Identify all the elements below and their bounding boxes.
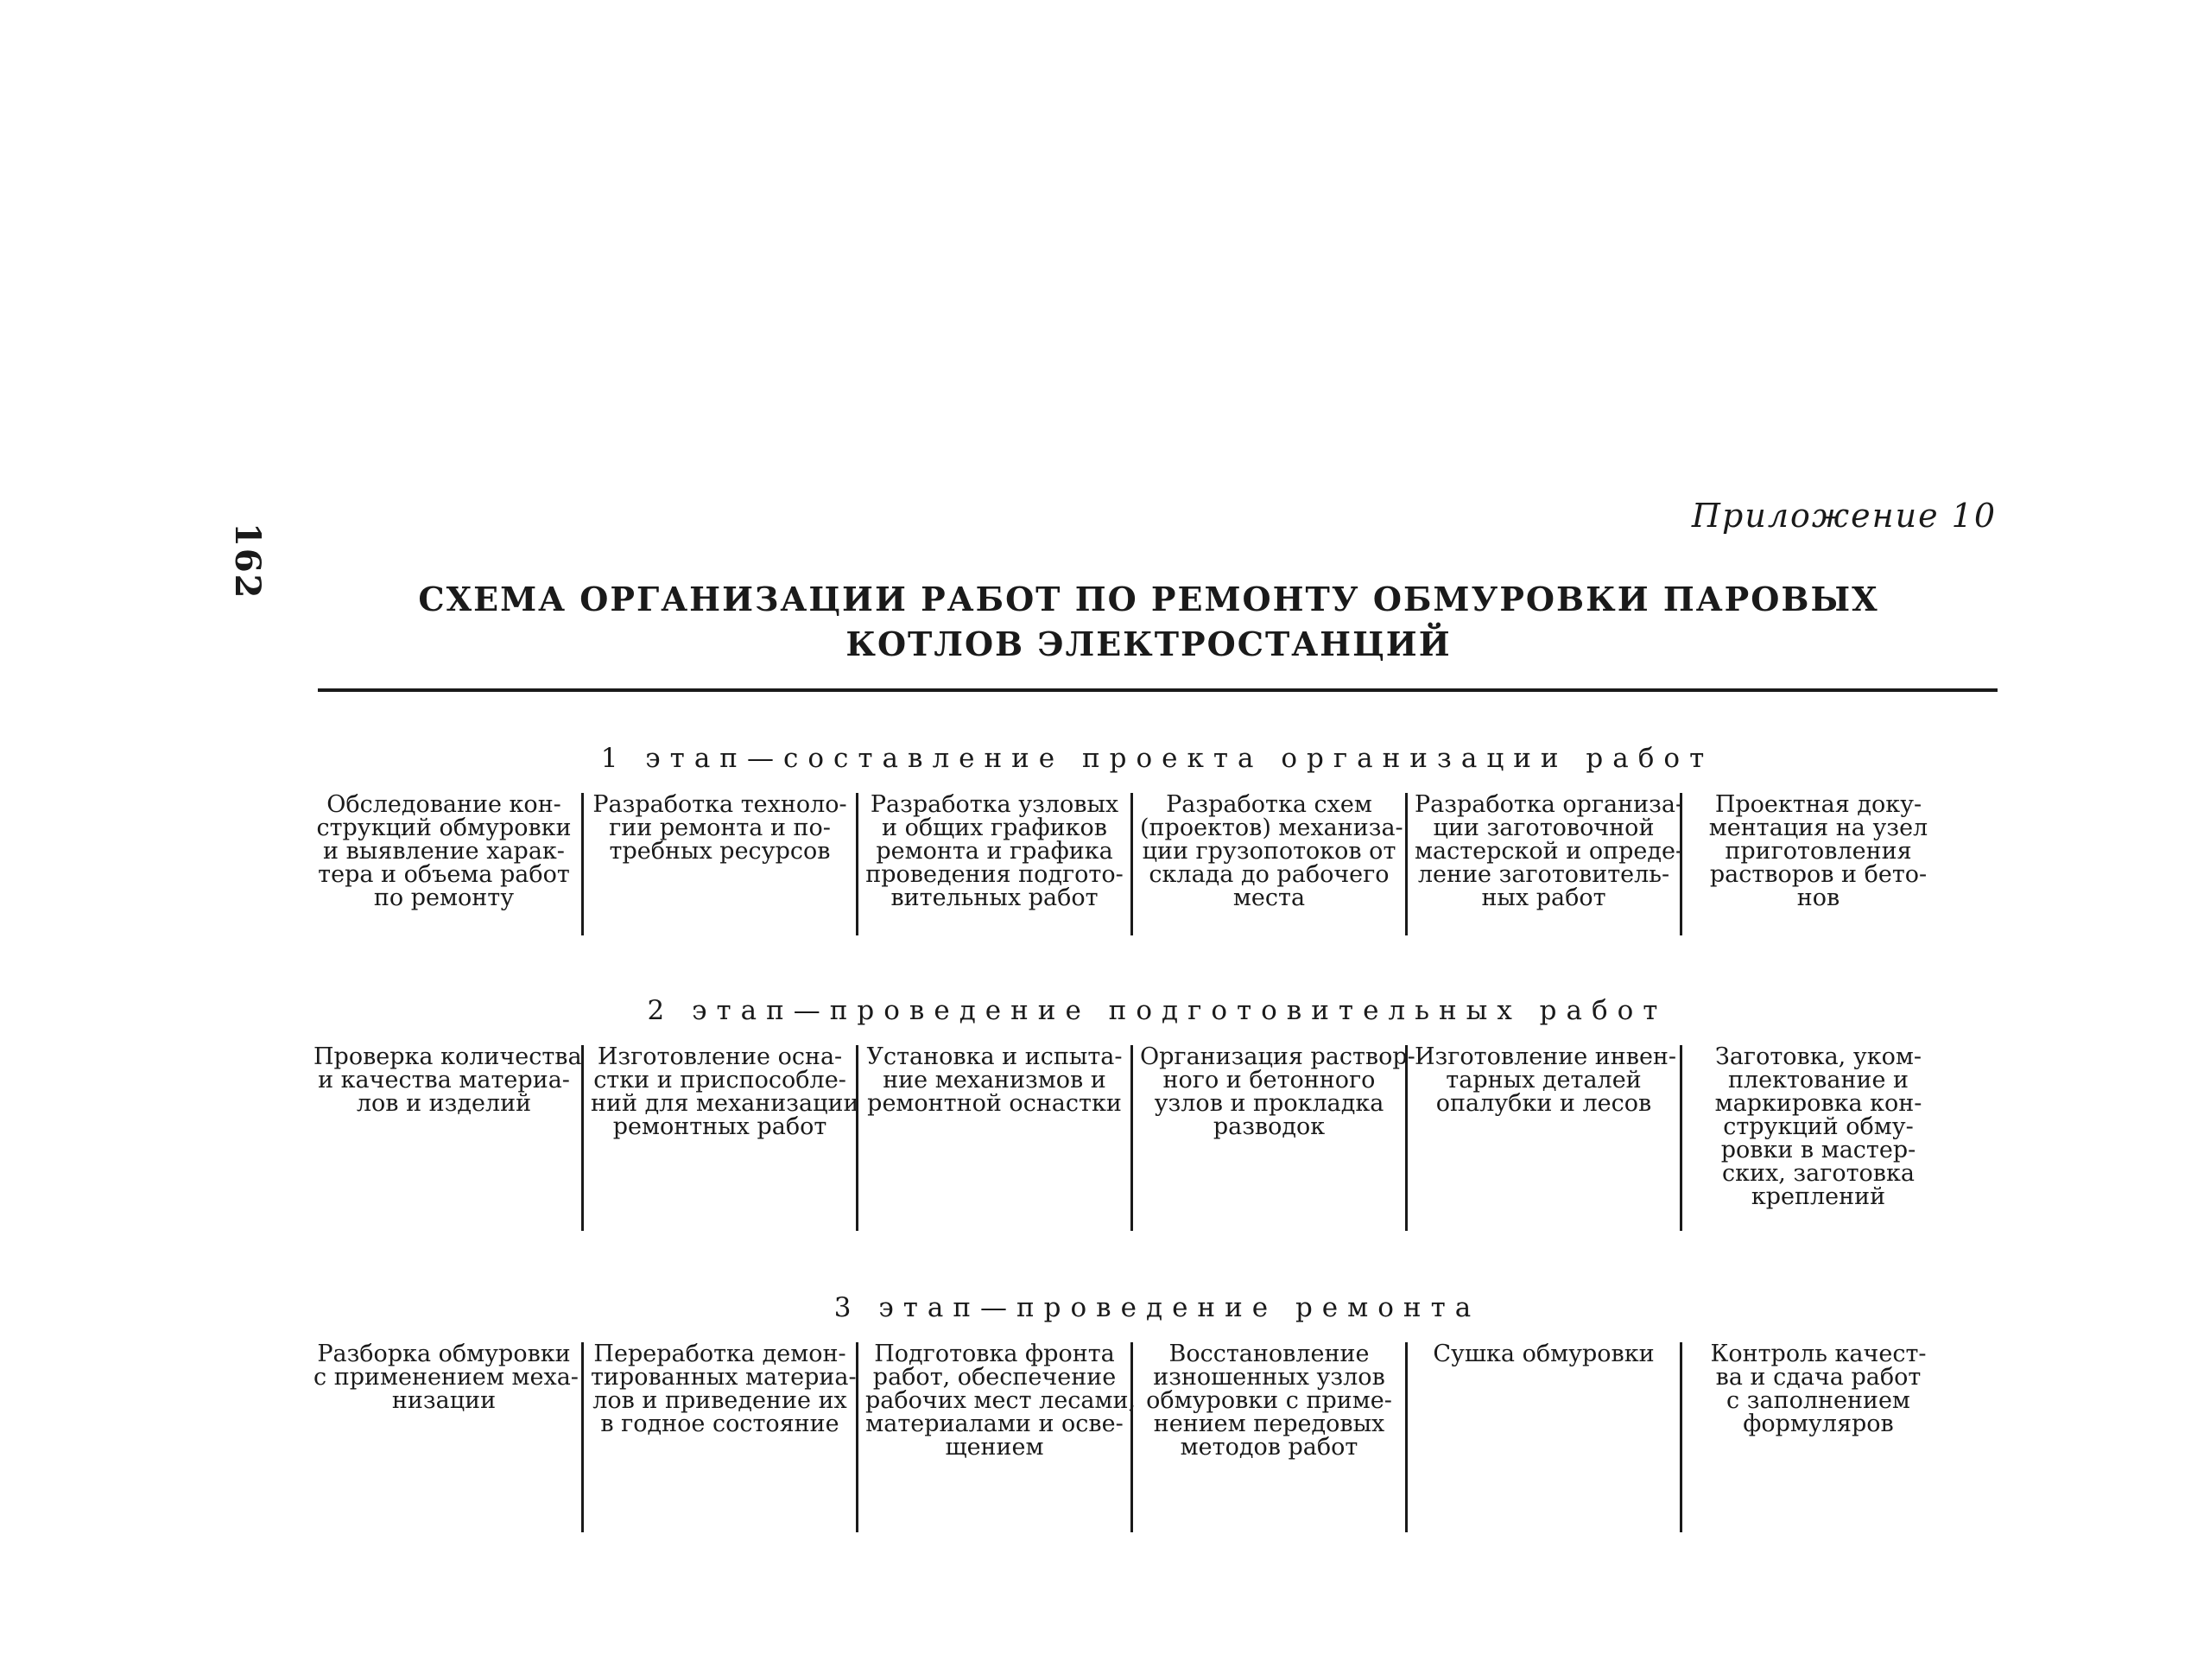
item-line: низации: [391, 1387, 497, 1414]
item-line: изношенных узлов: [1153, 1364, 1385, 1391]
item-line: тарных деталей: [1446, 1067, 1642, 1094]
item-line: Изготовление инвен-: [1415, 1043, 1677, 1070]
item-line: опалубки и лесов: [1435, 1090, 1652, 1117]
item-line: места: [1232, 884, 1306, 911]
item-line: ции заготовочной: [1433, 815, 1655, 841]
stage-item: [1405, 791, 1684, 935]
stage-item: [856, 1045, 1130, 1231]
title-line-1: СХЕМА ОРГАНИЗАЦИИ РАБОТ ПО РЕМОНТУ ОБМУРОВКИ ПАРОВЫХ: [418, 580, 1879, 618]
item-line: приготовления: [1725, 838, 1912, 865]
item-line: растворов и бето-: [1709, 861, 1928, 888]
item-line: Контроль качест-: [1710, 1341, 1927, 1367]
item-line: щением: [945, 1434, 1044, 1461]
item-line: и выявление харак-: [323, 838, 565, 865]
stage-3: [307, 1290, 2008, 1532]
stage-row: [307, 1342, 2008, 1532]
stage-item: [307, 793, 581, 935]
item-line: ного и бетонного: [1162, 1067, 1376, 1094]
stage-item: [1405, 1045, 1680, 1231]
stage-item: [1405, 1342, 1680, 1532]
item-line: ментация на узел: [1708, 815, 1928, 841]
item-line: струкций обму-: [1723, 1113, 1914, 1140]
page-number: 162: [227, 523, 268, 600]
stage-item: [856, 1341, 1137, 1532]
item-line: нов: [1796, 884, 1840, 911]
item-line: Восстановление: [1168, 1341, 1370, 1367]
item-line: креплений: [1751, 1183, 1886, 1210]
item-line: ний для механизации: [591, 1090, 859, 1117]
item-line: Разработка схем: [1166, 791, 1372, 818]
item-line: Организация раствор-: [1140, 1043, 1415, 1070]
item-line: ремонтных работ: [612, 1113, 827, 1140]
item-line: вительных работ: [890, 884, 1099, 911]
title-line-2: КОТЛОВ ЭЛЕКТРОСТАНЦИЙ: [845, 624, 1452, 663]
item-line: ние механизмов и: [883, 1067, 1106, 1094]
item-line: тера и объема работ: [318, 861, 570, 888]
item-line: Обследование кон-: [326, 791, 561, 818]
item-line: ва и сдача работ: [1715, 1364, 1922, 1391]
item-line: ских, заготовка: [1722, 1160, 1915, 1187]
stage-item: [581, 1342, 856, 1532]
stage-item: [1680, 1045, 1954, 1231]
item-line: по ремонту: [373, 884, 515, 911]
item-line: с применением меха-: [313, 1364, 579, 1391]
item-line: обмуровки с приме-: [1146, 1387, 1392, 1414]
stage-item: [1680, 793, 1954, 935]
item-line: ных работ: [1481, 884, 1606, 911]
item-line: ровки в мастер-: [1720, 1137, 1916, 1163]
item-line: Заготовка, уком-: [1715, 1043, 1922, 1070]
title-rule: [318, 688, 1998, 692]
item-line: требных ресурсов: [609, 838, 831, 865]
item-line: узлов и прокладка: [1154, 1090, 1384, 1117]
item-line: Сушка обмуровки: [1433, 1341, 1655, 1367]
item-line: склада до рабочего: [1149, 861, 1390, 888]
stage-heading: 2 этап—проведение подготовительных работ: [647, 995, 1668, 1026]
stage-row: [307, 793, 2008, 935]
stage-item: [307, 1045, 581, 1231]
item-line: Установка и испыта-: [866, 1043, 1123, 1070]
stage-2: [307, 993, 2008, 1231]
item-line: ремонтной оснастки: [867, 1090, 1122, 1117]
item-line: маркировка кон-: [1714, 1090, 1922, 1117]
item-line: проведения подгото-: [865, 861, 1124, 888]
stage-item: [856, 793, 1130, 935]
item-line: Проверка количества: [313, 1043, 582, 1070]
stage-item: [1680, 1342, 1954, 1532]
item-line: ление заготовитель-: [1417, 861, 1670, 888]
stage-item: [1130, 1043, 1415, 1231]
item-line: нением передовых: [1153, 1411, 1385, 1437]
item-line: ции грузопотоков от: [1142, 838, 1396, 865]
stage-item: [581, 793, 856, 935]
stage-1: [307, 741, 2008, 935]
item-line: Разработка узловых: [870, 791, 1119, 818]
item-line: с заполнением: [1726, 1387, 1910, 1414]
item-line: разводок: [1213, 1113, 1326, 1140]
item-line: и качества материа-: [318, 1067, 570, 1094]
stage-heading: 1 этап—составление проекта организации работ: [600, 743, 1714, 774]
item-line: Проектная доку-: [1714, 791, 1922, 818]
item-line: в годное состояние: [600, 1411, 839, 1437]
item-line: Изготовление осна-: [597, 1043, 843, 1070]
item-line: работ, обеспечение: [872, 1364, 1117, 1391]
item-line: формуляров: [1743, 1411, 1894, 1437]
item-line: Разборка обмуровки: [317, 1341, 571, 1367]
document-title: [320, 577, 1978, 667]
stage-item: [581, 1043, 859, 1231]
item-line: (проектов) механиза-: [1140, 815, 1403, 841]
appendix-label: Приложение 10: [1691, 497, 1997, 535]
item-line: лов и изделий: [356, 1090, 532, 1117]
item-line: ремонта и графика: [876, 838, 1113, 865]
item-line: лов и приведение их: [592, 1387, 847, 1414]
item-line: плектование и: [1727, 1067, 1909, 1094]
item-line: стки и приспособле-: [593, 1067, 846, 1094]
stage-heading: 3 этап—проведение ремонта: [833, 1292, 1481, 1323]
item-line: методов работ: [1180, 1434, 1358, 1461]
item-line: Разработка организа-: [1415, 791, 1684, 818]
stage-row: [307, 1045, 2008, 1231]
item-line: материалами и осве-: [865, 1411, 1124, 1437]
item-line: гии ремонта и по-: [609, 815, 831, 841]
item-line: Разработка техноло-: [592, 791, 847, 818]
stage-item: [1130, 793, 1405, 935]
item-line: и общих графиков: [882, 815, 1107, 841]
item-line: Переработка демон-: [593, 1341, 846, 1367]
stage-item: [307, 1342, 581, 1532]
item-line: струкций обмуровки: [316, 815, 572, 841]
item-line: Подготовка фронта: [874, 1341, 1115, 1367]
item-line: мастерской и опреде-: [1415, 838, 1684, 865]
item-line: рабочих мест лесами,: [865, 1387, 1137, 1414]
stage-item: [1130, 1342, 1405, 1532]
item-line: тированных материа-: [591, 1364, 857, 1391]
